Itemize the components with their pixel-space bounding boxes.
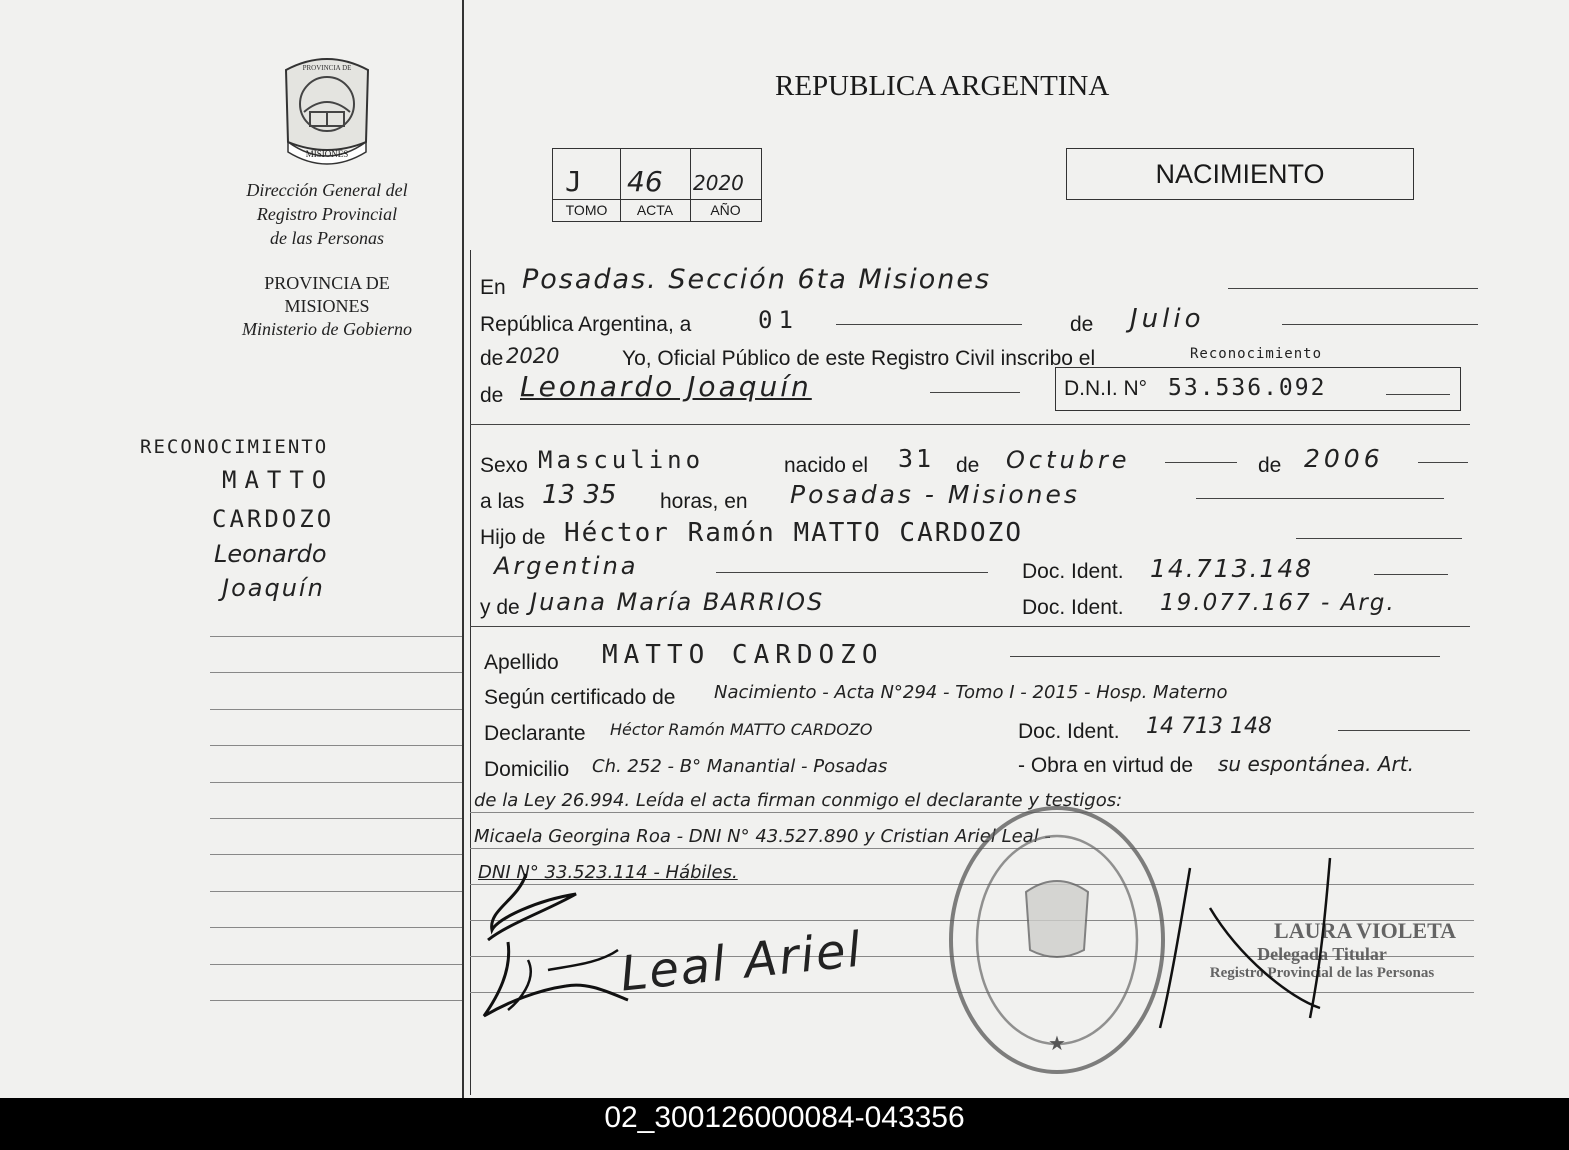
horas-label: horas, en [660, 490, 748, 513]
father-nationality-field: Argentina [494, 552, 639, 580]
domicilio-value: Ch. 252 - B° Manantial - Posadas [592, 756, 888, 777]
obra-label: - Obra en virtud de [1018, 754, 1194, 777]
declarante-value: Héctor Ramón MATTO CARDOZO [610, 720, 873, 739]
acta-value: 46 [627, 165, 663, 198]
ruled-line [210, 854, 462, 855]
ruled-line [210, 964, 462, 965]
birth-time-field: 13 35 [542, 480, 617, 510]
continuation-line-2: Micaela Georgina Roa - DNI N° 43.527.890 y Cristian Ariel Leal - [474, 826, 1051, 847]
birth-place-underline [1196, 498, 1444, 499]
scan-id-bar [0, 1098, 1569, 1150]
acta-label: ACTA [636, 202, 674, 218]
father-doc-field: 14.713.148 [1150, 554, 1314, 583]
continuation-line-1: de la Ley 26.994. Leída el acta firman conmigo el declarante y testigos: [474, 790, 1123, 811]
ruled-line [210, 891, 462, 892]
witness-signature: Leal Ariel [617, 921, 866, 1003]
form-inner-divider [470, 250, 471, 1095]
doc-ident-label-3: Doc. Ident. [1018, 720, 1120, 743]
birth-month-field: Octubre [1006, 446, 1131, 474]
place-underline [1228, 288, 1478, 289]
de-label: de [1070, 313, 1094, 336]
ministry-line: Ministerio de Gobierno [242, 319, 412, 339]
registry-box [552, 148, 762, 222]
father-name-field: Héctor Ramón MATTO CARDOZO [564, 518, 1023, 548]
doc-ident-label-1: Doc. Ident. [1022, 560, 1124, 583]
tomo-value: J [565, 165, 585, 198]
declarante-doc-underline [1338, 730, 1470, 731]
sexo-label: Sexo [480, 454, 528, 477]
seal-bottom-text: MISIONES [305, 149, 349, 159]
year-field: 2020 [506, 344, 560, 368]
father-nationality-underline [716, 572, 988, 573]
mother-name-field: Juana María BARRIOS [530, 588, 825, 616]
agency-block [210, 178, 444, 250]
father-doc-underline [1374, 574, 1448, 575]
section-separator-2 [470, 626, 1470, 627]
doc-ident-label-2: Doc. Ident. [1022, 596, 1124, 619]
mother-doc-field: 19.077.167 - Arg. [1160, 590, 1396, 616]
y-de-label: y de [480, 596, 520, 619]
hijo-label: Hijo de [480, 526, 546, 549]
en-label: En [480, 276, 506, 299]
oficial-text: Yo, Oficial Público de este Registro Civil inscribo el [622, 347, 1096, 370]
country-title: REPUBLICA ARGENTINA [775, 70, 1110, 102]
certificado-label: Según certificado de [484, 686, 676, 709]
birth-month-underline [1165, 462, 1237, 463]
day-underline [836, 324, 1022, 325]
republica-label: República Argentina, a [480, 313, 692, 336]
declarante-label: Declarante [484, 722, 586, 745]
ruled-line [210, 636, 462, 637]
record-type-label: NACIMIENTO [1155, 159, 1325, 189]
ruled-line [210, 672, 462, 673]
ruled-line [210, 818, 462, 819]
de3-label: de [480, 384, 504, 407]
ruled-line [210, 927, 462, 928]
official-name: LAURA VIOLETA [1274, 918, 1456, 943]
birth-year-field: 2006 [1304, 444, 1384, 473]
month-underline [1282, 324, 1478, 325]
father-name-underline [1296, 538, 1462, 539]
dni-value: 53.536.092 [1168, 375, 1327, 401]
marginal-note-line-3: CARDOZO [212, 505, 335, 533]
province-line-2: MISIONES [284, 296, 370, 316]
marginal-note-line-4: Leonardo [214, 540, 327, 568]
dni-underline [1386, 394, 1450, 395]
seal-star: ★ [1048, 1031, 1066, 1055]
apellido-underline [1010, 656, 1440, 657]
province-block [210, 272, 444, 341]
agency-line-1: Dirección General del [246, 180, 408, 200]
ruled-line [210, 709, 462, 710]
seal-top-text: PROVINCIA DE [302, 64, 352, 72]
official-title: Delegada Titular [1257, 944, 1387, 964]
tomo-label: TOMO [565, 202, 608, 218]
province-line-1: PROVINCIA DE [264, 273, 390, 293]
agency-line-3: de las Personas [270, 228, 384, 248]
section-separator-1 [470, 424, 1470, 425]
apellido-label: Apellido [484, 651, 559, 674]
ruled-line [210, 782, 462, 783]
record-type-box [1066, 148, 1414, 200]
dni-box [1055, 367, 1461, 411]
scan-id: 02_300126000084-043356 [604, 1101, 965, 1134]
de4-label: de [956, 454, 980, 477]
birth-year-underline [1418, 462, 1468, 463]
declarante-doc-field: 14 713 148 [1146, 714, 1272, 739]
month-field: Julio [1130, 304, 1205, 334]
marginal-note-line-5: Joaquín [222, 574, 325, 602]
obra-value: su espontánea. Art. [1218, 752, 1414, 776]
dni-label: D.N.I. N° [1064, 377, 1148, 400]
ano-label: AÑO [710, 202, 741, 218]
sidebar-divider [462, 0, 464, 1098]
domicilio-label: Domicilio [484, 758, 570, 781]
official-office: Registro Provincial de las Personas [1209, 965, 1435, 981]
act-kind-field: Reconocimiento [1190, 346, 1323, 362]
de2-label: de [480, 347, 504, 370]
ruled-line [210, 1000, 462, 1001]
marginal-note-line-2: MATTO [222, 466, 335, 494]
nacido-label: nacido el [784, 454, 869, 477]
ano-value: 2020 [693, 171, 744, 195]
child-name-field: Leonardo Joaquín [520, 370, 812, 403]
birth-day-field: 31 [898, 444, 935, 473]
apellido-value: MATTO CARDOZO [602, 640, 884, 670]
marginal-note-line-1: RECONOCIMIENTO [140, 436, 329, 458]
child-name-underline [930, 392, 1020, 393]
place-field: Posadas. Sección 6ta Misiones [522, 264, 992, 295]
official-signature-icon [1150, 848, 1350, 1038]
de5-label: de [1258, 454, 1282, 477]
a-las-label: a las [480, 490, 525, 513]
sexo-value: Masculino [538, 446, 705, 474]
day-field: 01 [758, 306, 799, 334]
provincial-seal-icon [274, 54, 380, 170]
certificado-value: Nacimiento - Acta N°294 - Tomo I - 2015 - Hosp. Materno [714, 682, 1228, 703]
ruled-line [210, 745, 462, 746]
agency-line-2: Registro Provincial [256, 204, 398, 224]
continuation-line-3: DNI N° 33.523.114 - Hábiles. [478, 862, 738, 883]
official-seal-icon [944, 800, 1170, 1080]
registry-label-row [553, 199, 761, 200]
birth-place-field: Posadas - Misiones [790, 480, 1080, 509]
